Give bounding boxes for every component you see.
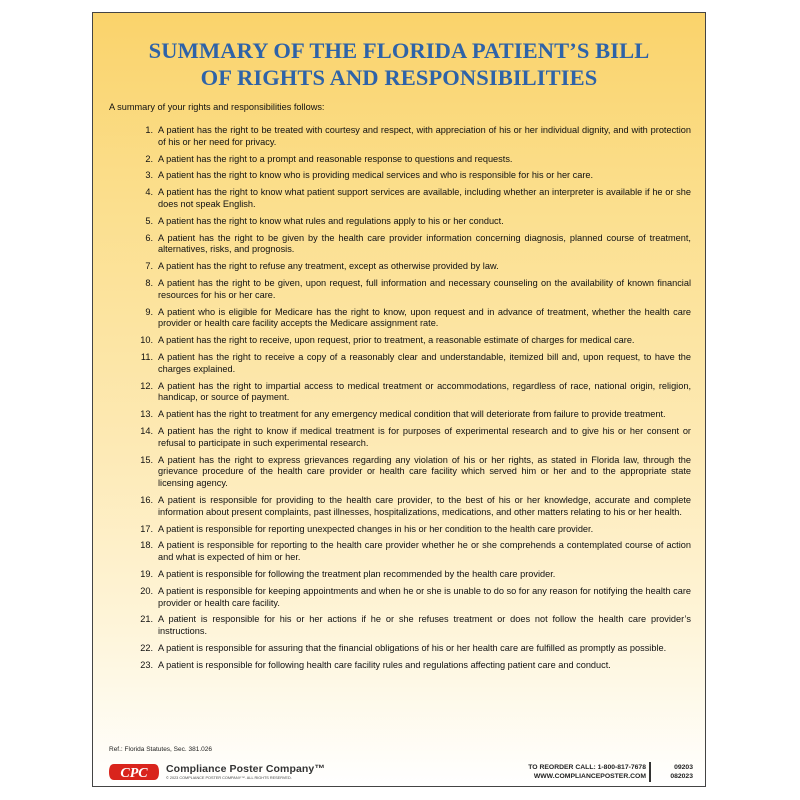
item-number: 20.: [140, 585, 153, 596]
title-line-1: SUMMARY OF THE FLORIDA PATIENT’S BILL: [148, 38, 650, 63]
list-item: [109, 352, 691, 375]
item-number: 17.: [140, 523, 153, 534]
item-text: A patient is responsible for assuring that the financial obligations of his or her health care are fulfilled as promptly as possible.: [158, 643, 667, 653]
poster: [92, 12, 706, 787]
item-number: 6.: [145, 232, 153, 243]
intro-text: A summary of your rights and responsibilities follows:: [109, 102, 325, 112]
item-number: 11.: [140, 352, 153, 363]
item-number: 14.: [140, 426, 153, 437]
item-text: A patient is responsible for his or her actions if he or she refuses treatment or does not follow the health care provider’s instructions.: [158, 614, 691, 637]
company-name: Compliance Poster Company™: [166, 763, 325, 775]
item-text: A patient has the right to refuse any treatment, except as otherwise provided by law.: [158, 261, 499, 272]
item-text: A patient is responsible for following health care facility rules and regulations affecting patient care and conduct.: [158, 659, 611, 670]
list-item: [109, 381, 691, 404]
item-number: 8.: [145, 278, 153, 289]
list-item: [109, 540, 691, 563]
list-item: [109, 426, 691, 449]
item-text: A patient has the right to know who is providing medical services and who is responsible for his or her care.: [158, 170, 594, 181]
list-item: [109, 154, 691, 166]
item-number: 23.: [140, 659, 153, 670]
item-text: A patient has the right to be given, upon request, full information and necessary counseling on the availability of known financial resources for his or her care.: [158, 278, 691, 300]
item-number: 2.: [145, 153, 153, 164]
list-item: [109, 307, 691, 330]
item-number: 1.: [145, 125, 153, 135]
item-text: A patient has the right to receive, upon request, prior to treatment, a reasonable estimate of charges for medical care.: [158, 335, 635, 346]
item-text: A patient has the right to know what rules and regulations apply to his or her conduct.: [158, 215, 504, 226]
poster-code-2: 082023: [670, 773, 693, 780]
list-item: [109, 569, 691, 581]
item-text: A patient has the right to a prompt and reasonable response to questions and requests.: [158, 153, 513, 164]
item-number: 21.: [140, 614, 153, 625]
item-text: A patient is responsible for following the treatment plan recommended by the health care provider.: [158, 569, 556, 579]
list-item: [109, 278, 691, 301]
item-number: 5.: [145, 215, 153, 226]
item-number: 18.: [140, 540, 153, 551]
reorder-website: WWW.COMPLIANCEPOSTER.COM: [533, 773, 646, 780]
item-text: A patient has the right to express grievances regarding any violation of his or her rights, as stated in Florida law, through the grievance procedure of the health care provider or health care facility which served him or her and to the appropriate state licensing agency.: [158, 454, 691, 489]
item-text: A patient has the right to be treated with courtesy and respect, with appreciation of his or her individual dignity, and with protection of his or her need for privacy.: [158, 125, 691, 147]
item-number: 15.: [140, 454, 153, 465]
list-item: [109, 233, 691, 256]
item-text: A patient is responsible for reporting unexpected changes in his or her condition to the health care provider.: [158, 523, 594, 534]
rights-list: [109, 125, 691, 677]
list-item: [109, 170, 691, 182]
item-text: A patient is responsible for providing to the health care provider, to the best of his or her knowledge, accurate and complete information about present complaints, past illnesses, hospitalizations, medications, and other matters relating to his or her health.: [158, 495, 691, 517]
poster-codes: [653, 763, 693, 781]
item-text: A patient has the right to be given by the health care provider information concerning diagnosis, planned course of treatment, alternatives, risks, and prognosis.: [158, 232, 691, 255]
list-item: [109, 614, 691, 637]
item-number: 4.: [145, 187, 153, 198]
poster-title: [93, 37, 705, 91]
item-number: 13.: [140, 409, 153, 420]
item-number: 22.: [140, 643, 153, 653]
list-item: [109, 586, 691, 609]
list-item: [109, 455, 691, 490]
footer-divider: [649, 762, 651, 782]
item-number: 9.: [145, 306, 153, 317]
list-item: [109, 216, 691, 228]
item-text: A patient has the right to receive a copy of a reasonably clear and understandable, itemized bill and, upon request, to have the charges explained.: [158, 352, 691, 374]
item-number: 12.: [140, 380, 153, 391]
item-text: A patient who is eligible for Medicare has the right to know, upon request and in advance of treatment, whether the health care provider or health care facility accepts the Medicare assignment rate.: [158, 306, 691, 329]
title-line-2: OF RIGHTS AND RESPONSIBILITIES: [200, 65, 598, 90]
list-item: [109, 187, 691, 210]
list-item: [109, 125, 691, 148]
reorder-phone: TO REORDER CALL: 1-800-817-7678: [528, 764, 646, 771]
list-item: [109, 409, 691, 421]
item-text: A patient has the right to know what patient support services are available, including whether an interpreter is available if he or she does not speak English.: [158, 187, 691, 209]
company-logo: [108, 762, 408, 782]
list-item: [109, 524, 691, 536]
item-number: 3.: [145, 170, 153, 181]
reorder-info: [498, 763, 646, 781]
item-text: A patient has the right to know if medical treatment is for purposes of experimental research and to give his or her consent or refusal to participate in such experimental research.: [158, 426, 691, 448]
item-number: 16.: [140, 495, 153, 505]
item-number: 19.: [140, 569, 153, 579]
copyright-text: © 2023 COMPLIANCE POSTER COMPANY™. ALL RIGHTS RESERVED.: [166, 776, 292, 780]
item-text: A patient has the right to treatment for any emergency medical condition that will deteriorate from failure to provide treatment.: [158, 409, 666, 420]
list-item: [109, 261, 691, 273]
item-text: A patient has the right to impartial access to medical treatment or accommodations, regardless of race, national origin, religion, handicap, or source of payment.: [158, 380, 691, 403]
item-number: 10.: [140, 335, 153, 346]
item-number: 7.: [145, 261, 153, 272]
list-item: [109, 335, 691, 347]
list-item: [109, 495, 691, 518]
list-item: [109, 660, 691, 672]
item-text: A patient is responsible for keeping appointments and when he or she is unable to do so for any reason for notifying the health care provider or health care facility.: [158, 585, 691, 608]
list-item: [109, 643, 691, 655]
cpc-logo-icon: [108, 762, 160, 782]
logo-text: CPC: [120, 766, 148, 781]
statute-reference: Ref.: Florida Statutes, Sec. 381.026: [109, 746, 212, 753]
item-text: A patient is responsible for reporting to the health care provider whether he or she comprehends a contemplated course of action and what is expected of him or her.: [158, 540, 691, 563]
poster-code-1: 09203: [674, 764, 693, 771]
